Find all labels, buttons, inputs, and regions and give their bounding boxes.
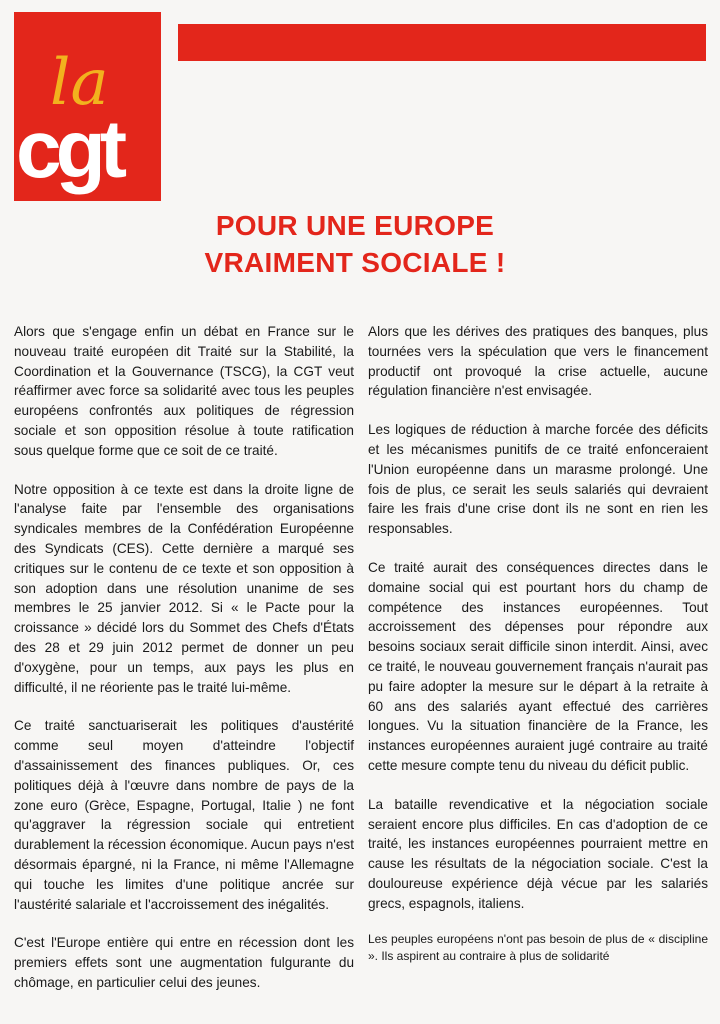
title-line-1: POUR UNE EUROPE bbox=[215, 210, 495, 241]
right-column bbox=[368, 322, 708, 984]
paragraph: Les logiques de réduction à marche forcée des déficits et les mécanismes punitifs de ce traité enfonceraient l'Union européenne dans un marasme prolongé. Une fois de plus, ce serait les seuls salariés qui devraient faire les frais d'une crise dont ils ne sont en rien les responsables. bbox=[368, 422, 708, 537]
left-column bbox=[14, 322, 354, 1012]
closing-note: Les peuples européens n'ont pas besoin de plus de « discipline ». Ils aspirent au contraire à plus de solidarité bbox=[368, 931, 708, 963]
paragraph: Notre opposition à ce texte est dans la droite ligne de l'analyse faite par l'ensemble des organisations syndicales membres de la Confédération Européenne des Syndicats (CES). Cette dernière a marqué ses critiques sur le contenu de ce texte et son opposition à son adoption dans une résolution unanime de ses membres le 25 janvier 2012. Si « le Pacte pour la croissance » décidé lors du Sommet des Chefs d'États des 28 et 29 juin 2012 permet de donner un peu d'oxygène, pour un temps, aux pays les plus en difficulté, il ne réoriente pas le traité lui-même. bbox=[14, 481, 354, 695]
paragraph: C'est l'Europe entière qui entre en récession dont les premiers effets sont une augmentation fulgurante du chômage, en particulier celui des jeunes. bbox=[14, 935, 354, 990]
paragraph: La bataille revendicative et la négociation sociale seraient encore plus difficiles. En cas d'adoption de ce traité, les instances européennes pourraient mettre en cause les résultats de la négociation sociale. C'est la douloureuse expérience déjà vécue par les salariés grecs, espagnols, italiens. bbox=[368, 796, 708, 911]
paragraph: Ce traité aurait des conséquences directes dans le domaine social qui est pourtant hors du champ de compétence des instances européennes. Tout accroissement des dépenses pour répondre aux besoins sociaux serait difficile sinon interdit. Ainsi, avec ce traité, le nouveau gouvernement français n'aurait pas pu faire adopter la mesure sur le départ à la retraite à 60 ans des salariés ayant effectué des carrières longues. Vu la situation financière de la France, les instances européennes auraient jugé contraire au traité cette mesure compte tenu du niveau du déficit public. bbox=[368, 559, 708, 773]
cgt-logo bbox=[14, 12, 161, 201]
paragraph: Alors que les dérives des pratiques des banques, plus tournées vers la spéculation que vers le financement productif ont provoqué la crise actuelle, aucune régulation financière n'est envisagée. bbox=[368, 324, 708, 399]
page-title bbox=[120, 207, 590, 281]
cgt-logo-graphic bbox=[14, 12, 161, 201]
logo-main-text: cgt bbox=[16, 104, 121, 195]
logo-script-text: la bbox=[50, 46, 109, 120]
title-line-2: VRAIMENT SOCIALE ! bbox=[204, 247, 506, 278]
paragraph: Ce traité sanctuariserait les politiques d'austérité comme seul moyen d'atteindre l'objectif d'assainissement des finances publiques. Or, ces politiques déjà à l'œuvre dans nombre de pays de la zone euro (Grèce, Espagne, Portugal, Italie ) ne font qu'aggraver la régression sociale qui entretient durablement la récession économique. Aucun pays n'est désormais épargné, ni la France, ni même l'Allemagne qui touche les limites d'une politique ancrée sur l'austérité salariale et l'accroissement des inégalités. bbox=[14, 718, 354, 912]
paragraph: Alors que s'engage enfin un débat en France sur le nouveau traité européen dit Traité sur la Stabilité, la Coordination et la Gouvernance (TSCG), la CGT veut réaffirmer avec force sa solidarité avec tous les peuples européens confrontés aux politiques de régression sociale et son opposition résolue à toute ratification sous quelque forme que ce soit de ce traité. bbox=[14, 324, 354, 458]
header-red-bar bbox=[178, 24, 706, 61]
